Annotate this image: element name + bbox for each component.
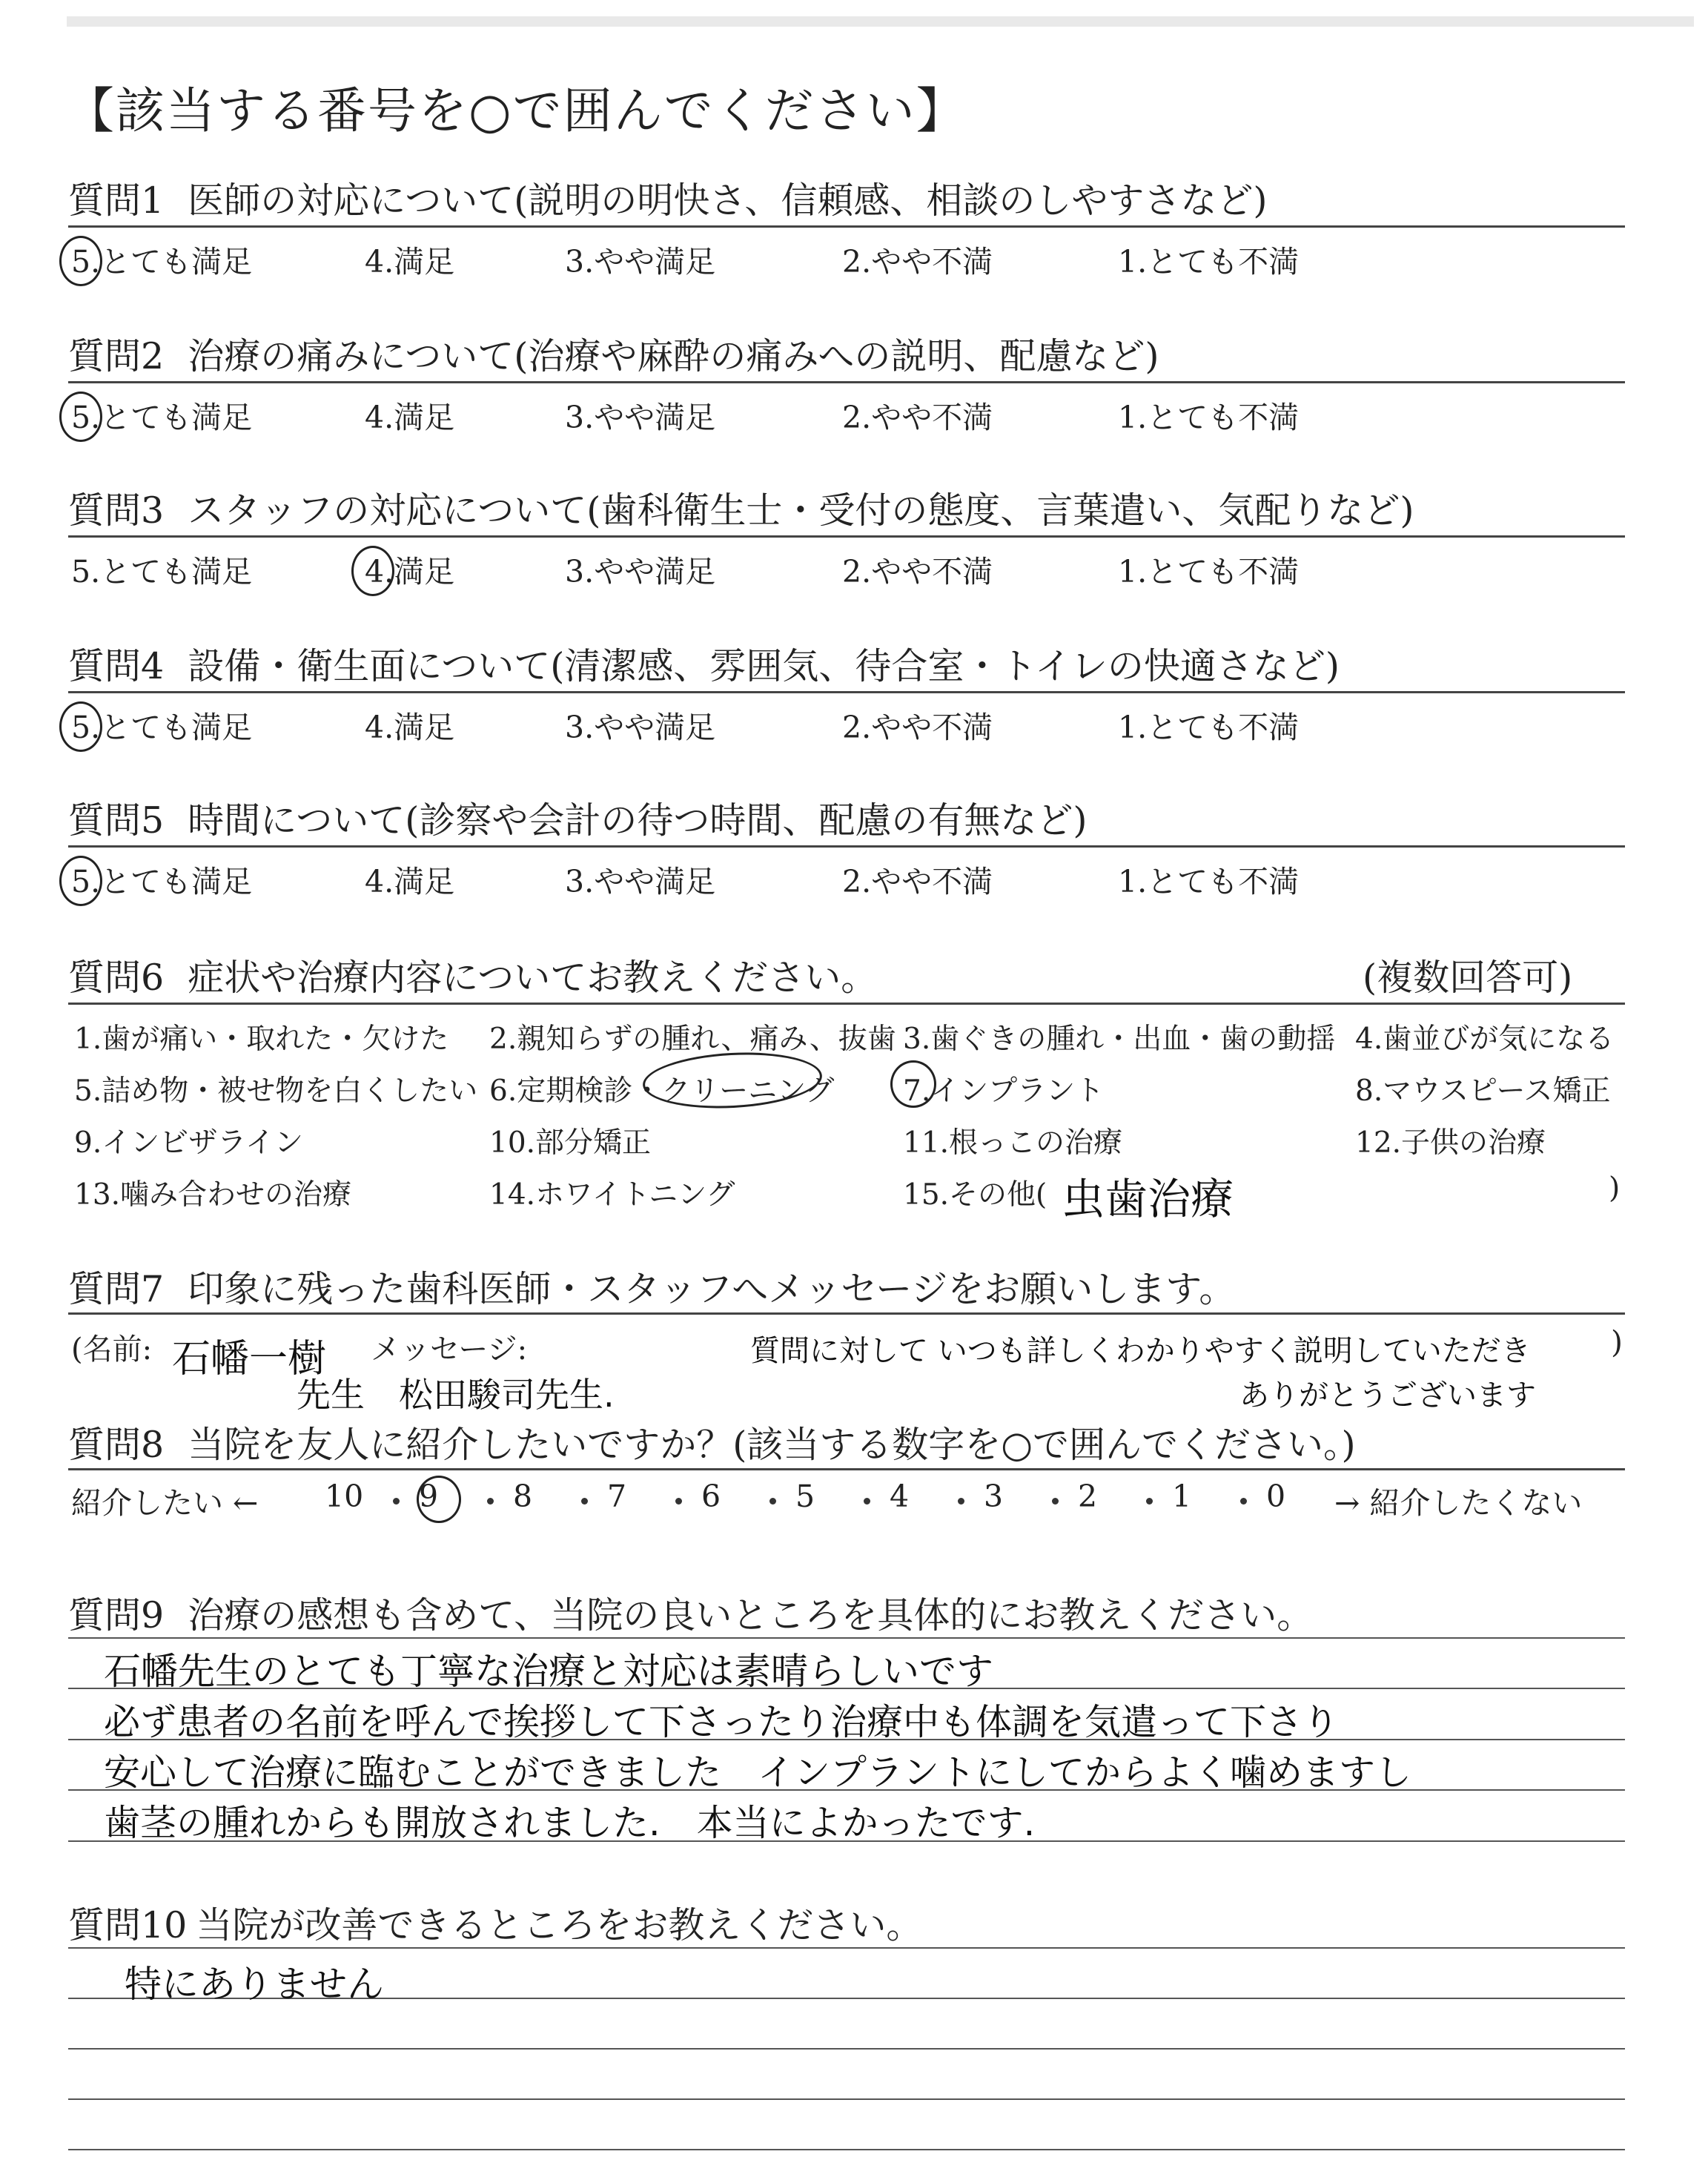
q6-label: 質問6 (68, 957, 165, 999)
q8-label: 質問8 (68, 1424, 165, 1466)
q6-item-13: 13.噛み合わせの治療 (74, 1178, 352, 1212)
q1-rule (68, 225, 1625, 228)
q8-scale-separator-dot (393, 1498, 400, 1505)
scan-top-edge (67, 16, 1694, 27)
q8-scale-separator-dot (1052, 1498, 1059, 1505)
q5-option-2: 2.やや不満 (842, 864, 993, 899)
q10-label: 質問10 (68, 1904, 188, 1946)
q5-option-5: 5.とても満足 (71, 864, 253, 899)
q8-scale-separator-dot (675, 1498, 682, 1505)
q1-option-3: 3.やや満足 (565, 244, 716, 280)
q2-option-2: 2.やや不満 (842, 400, 993, 435)
q7-title (68, 1261, 1235, 1312)
q6-item-12: 12.子供の治療 (1355, 1126, 1546, 1160)
q8-scale-separator-dot (581, 1498, 588, 1505)
q10-rule-0 (68, 1947, 1625, 1949)
q9-line-4: 歯茎の腫れからも開放されました. 本当によかったです. (104, 1802, 1036, 1844)
q3-option-3: 3.やや満足 (565, 554, 716, 589)
q7-message-label: メッセージ: (371, 1332, 528, 1367)
q2-selected-circle (59, 392, 102, 442)
q1-selected-circle (59, 236, 102, 286)
q6-item-14: 14.ホワイトニング (489, 1178, 735, 1212)
q5-option-3: 3.やや満足 (565, 864, 716, 899)
q6-note: (複数回答可) (1363, 957, 1573, 999)
q3-title (68, 482, 1414, 534)
q5-option-4: 4.満足 (365, 864, 455, 899)
q5-label: 質問5 (68, 799, 165, 842)
q5-selected-circle (59, 856, 102, 906)
q10-title (68, 1897, 922, 1949)
q4-option-2: 2.やや不満 (842, 710, 993, 745)
q9-line-1: 石幡先生のとても丁寧な治療と対応は素晴らしいです (104, 1650, 993, 1693)
q6-item-5: 5.詰め物・被せ物を白くしたい (74, 1074, 478, 1108)
q2-label: 質問2 (68, 335, 165, 377)
q5-title (68, 792, 1087, 844)
q8-scale-separator-dot (1146, 1498, 1153, 1505)
q10-line-1: 特にありません (125, 1963, 384, 2006)
q8-rule (68, 1468, 1625, 1470)
q7-hw-name1: 石幡一樹 (172, 1337, 327, 1381)
q6-item-6: 6.定期検診・クリーニング (489, 1074, 835, 1108)
q3-label: 質問3 (68, 489, 165, 532)
q2-option-4: 4.満足 (365, 400, 455, 435)
q6-item-11: 11.根っこの治療 (903, 1126, 1123, 1160)
q1-text: 医師の対応について(説明の明快さ、信頼感、相談のしやすさなど) (188, 179, 1268, 222)
q4-rule (68, 691, 1625, 693)
q9-label: 質問9 (68, 1594, 165, 1636)
q8-left-label: 紹介したい ← (71, 1485, 259, 1521)
q1-title (68, 172, 1267, 224)
q7-label: 質問7 (68, 1268, 165, 1310)
q8-scale-separator-dot (769, 1498, 776, 1505)
q8-title (68, 1416, 1356, 1468)
q8-scale-separator-dot (864, 1498, 870, 1505)
q1-label: 質問1 (68, 179, 165, 222)
q3-option-1: 1.とても不満 (1118, 554, 1300, 589)
q9-rule-0 (68, 1637, 1625, 1639)
q6-item-10: 10.部分矯正 (489, 1126, 652, 1160)
q2-option-1: 1.とても不満 (1118, 400, 1300, 435)
q6-title (68, 949, 877, 1001)
q8-scale-6: 6 (701, 1479, 721, 1514)
q7-close-paren: ) (1611, 1324, 1623, 1360)
q8-circle-selected (417, 1476, 461, 1523)
q4-selected-circle (59, 701, 102, 752)
q6-other-answer: 虫歯治療 (1062, 1174, 1234, 1224)
q9-text: 治療の感想も含めて、当院の良いところを具体的にお教えください。 (188, 1594, 1314, 1636)
q10-rule-3 (68, 2098, 1625, 2100)
q2-option-3: 3.やや満足 (565, 400, 716, 435)
q2-rule (68, 381, 1625, 383)
q8-scale-10: 10 (325, 1479, 364, 1514)
q8-scale-7: 7 (607, 1479, 627, 1514)
q6-circle-item-7 (890, 1060, 936, 1108)
q2-option-5: 5.とても満足 (71, 400, 253, 435)
q7-hw-msg1: 質問に対して いつも詳しくわかりやすく説明していただき (750, 1334, 1531, 1368)
q1-option-1: 1.とても不満 (1118, 244, 1300, 280)
q6-rule (68, 1003, 1625, 1005)
q10-text: 当院が改善できるところをお教えください。 (196, 1904, 923, 1946)
q2-text: 治療の痛みについて(治療や麻酔の痛みへの説明、配慮など) (188, 335, 1159, 377)
q9-line-3: 安心して治療に臨むことができました インプラントにしてからよく噛めますし (104, 1751, 1412, 1794)
q8-scale-separator-dot (1240, 1498, 1247, 1505)
q2-title (68, 328, 1159, 380)
q9-title (68, 1587, 1313, 1639)
q3-option-4: 4.満足 (365, 554, 455, 589)
q6-item-7: 7.インプラント (903, 1074, 1105, 1108)
q7-text: 印象に残った歯科医師・スタッフへメッセージをお願いします。 (188, 1268, 1236, 1310)
q3-text: スタッフの対応について(歯科衛生士・受付の態度、言葉遣い、気配りなど) (188, 489, 1414, 532)
q10-rule-2 (68, 2048, 1625, 2050)
q1-option-5: 5.とても満足 (71, 244, 253, 280)
q4-option-3: 3.やや満足 (565, 710, 716, 745)
q8-text: 当院を友人に紹介したいですか？(該当する数字を○で囲んでください。) (188, 1424, 1356, 1466)
q6-item-2: 2.親知らずの腫れ、痛み、抜歯 (489, 1023, 896, 1056)
q7-rule (68, 1312, 1625, 1315)
q4-option-5: 5.とても満足 (71, 710, 253, 745)
q10-rule-4 (68, 2149, 1625, 2150)
q4-text: 設備・衛生面について(清潔感、雰囲気、待合室・トイレの快適さなど) (188, 645, 1340, 687)
q1-option-4: 4.満足 (365, 244, 455, 280)
q6-item-8: 8.マウスピース矯正 (1355, 1074, 1611, 1108)
q8-scale-8: 8 (513, 1479, 533, 1514)
q6-item-16: ) (1609, 1172, 1621, 1205)
q7-name-label: (名前: (71, 1332, 153, 1367)
q5-option-1: 1.とても不満 (1118, 864, 1300, 899)
q8-scale-3: 3 (984, 1479, 1004, 1514)
q8-scale-5: 5 (795, 1479, 815, 1514)
q7-hw-name2: 先生 松田駿司先生. (297, 1375, 615, 1415)
q8-right-label: → 紹介したくない (1334, 1485, 1583, 1521)
q8-scale-separator-dot (487, 1498, 494, 1505)
q9-line-2: 必ず患者の名前を呼んで挨拶して下さったり治療中も体調を気遣って下さり (104, 1701, 1340, 1743)
q8-scale-9: 9 (419, 1479, 439, 1514)
q6-text: 症状や治療内容についてお教えください。 (188, 957, 878, 999)
q3-option-2: 2.やや不満 (842, 554, 993, 589)
q4-title (68, 638, 1340, 690)
q6-item-9: 9.インビザライン (74, 1126, 304, 1160)
q8-scale-0: 0 (1266, 1479, 1286, 1514)
q4-label: 質問4 (68, 645, 165, 687)
q8-scale-1: 1 (1172, 1479, 1192, 1514)
q3-option-5: 5.とても満足 (71, 554, 253, 589)
q6-item-3: 3.歯ぐきの腫れ・出血・歯の動揺 (903, 1023, 1336, 1056)
q3-rule (68, 535, 1625, 538)
q3-selected-circle (351, 546, 394, 596)
q5-rule (68, 845, 1625, 848)
q6-item-1: 1.歯が痛い・取れた・欠けた (74, 1023, 449, 1056)
q8-scale-separator-dot (958, 1498, 964, 1505)
q7-hw-msg2: ありがとうございます (1239, 1378, 1536, 1413)
q5-text: 時間について(診察や会計の待つ時間、配慮の有無など) (188, 799, 1088, 842)
q8-scale-4: 4 (890, 1479, 910, 1514)
q6-item-4: 4.歯並びが気になる (1355, 1023, 1615, 1056)
q4-option-1: 1.とても不満 (1118, 710, 1300, 745)
q8-scale-2: 2 (1078, 1479, 1098, 1514)
page-header: 【該当する番号を○で囲んでください】 (65, 82, 967, 139)
q4-option-4: 4.満足 (365, 710, 455, 745)
q6-item-15: 15.その他( (903, 1178, 1047, 1212)
q1-option-2: 2.やや不満 (842, 244, 993, 280)
